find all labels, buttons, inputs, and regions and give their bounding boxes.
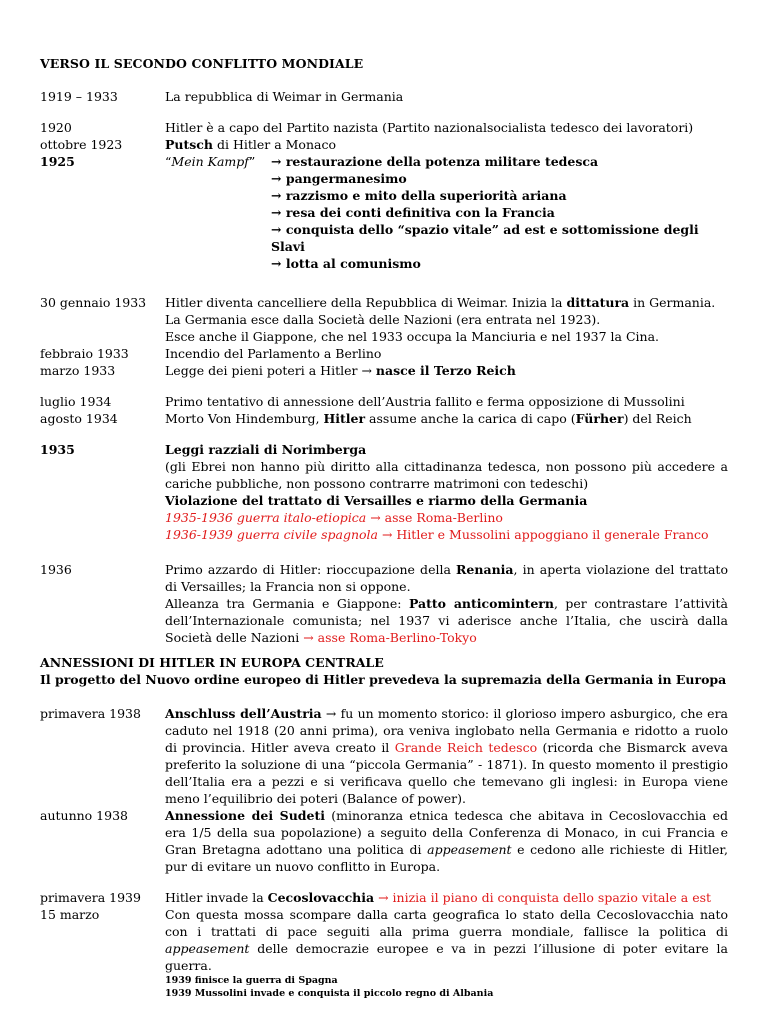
date: 1935	[40, 442, 75, 457]
timeline-row	[40, 294, 728, 379]
timeline-row	[40, 119, 728, 272]
timeline-row	[40, 441, 728, 543]
event-text: Primo tentativo di annessione dell’Austria fallito e ferma opposizione di Mussolini	[165, 394, 685, 409]
event-text: (gli Ebrei non hanno più diritto alla cittadinanza tedesca, non possono più accedere a cariche pubbliche, non possono contrarre matrimoni con tedeschi)	[165, 459, 728, 491]
event-text: 1935-1936 guerra italo-etiopica → asse Roma-Berlino	[165, 510, 503, 525]
date: 30 gennaio 1933	[40, 295, 147, 310]
page-title: VERSO IL SECONDO CONFLITTO MONDIALE	[40, 56, 364, 71]
arrow-point: → razzismo e mito della superiorità ariana	[271, 188, 567, 203]
event-text: Incendio del Parlamento a Berlino	[165, 346, 382, 361]
arrow-point: → lotta al comunismo	[271, 256, 421, 271]
date: 1919 – 1933	[40, 89, 118, 104]
date: primavera 1939	[40, 890, 141, 905]
event-text: Primo azzardo di Hitler: rioccupazione della Renania, in aperta violazione del trattato di Versailles; la Francia non si oppone.	[165, 562, 728, 594]
section-heading: ANNESSIONI DI HITLER IN EUROPA CENTRALE Il progetto del Nuovo ordine europeo di Hitler prevedeva la supremazia della Germania in Europa	[40, 655, 727, 687]
event-text: Violazione del trattato di Versailles e riarmo della Germania	[165, 493, 588, 508]
event-text: Hitler è a capo del Partito nazista (Partito nazionalsocialista tedesco dei lavoratori)	[165, 120, 694, 135]
note: 1939 finisce la guerra di Spagna	[165, 975, 338, 986]
timeline-row	[40, 561, 728, 646]
timeline-row	[40, 393, 728, 427]
date: 1936	[40, 562, 72, 577]
date: primavera 1938	[40, 706, 141, 721]
event-text: Alleanza tra Germania e Giappone: Patto anticomintern, per contrastare l’attività dell’Internazionale comunista; nel 1937 vi aderisce anche l’Italia, che uscirà dalla Società delle Nazioni → asse Roma-Berlino-Tokyo	[165, 596, 728, 645]
date: febbraio 1933	[40, 346, 129, 361]
event-text: 1936-1939 guerra civile spagnola → Hitler e Mussolini appoggiano il generale Franco	[165, 527, 709, 542]
timeline-row	[40, 88, 728, 105]
date: ottobre 1923	[40, 137, 123, 152]
event-text: Anschluss dell’Austria → fu un momento storico: il glorioso impero asburgico, che era caduto nel 1918 (20 anni prima), ora veniva inglobato nella Germania e ridotto a ruolo di provincia. Hitler aveva creato il Grande Reich tedesco (ricorda che Bismarck aveva preferito la soluzione di una “piccola Germania” - 1871). In questo momento il prestigio dell’Italia era a pezzi e si verificava quello che temevano gli inglesi: in Europa viene meno l’equilibrio dei poteri (Balance of power).	[165, 706, 728, 806]
date: luglio 1934	[40, 394, 112, 409]
arrow-point: → conquista dello “spazio vitale” ad est e sottomissione degli Slavi	[271, 222, 699, 254]
date: 15 marzo	[40, 907, 100, 922]
event-text: Con questa mossa scompare dalla carta geografica lo stato della Cecoslovacchia nato con i trattati di pace seguiti alla prima guerra mondiale, fallisce la politica di appeasement delle democrazie europee e va in pezzi l’illusione di poter evitare la guerra.	[165, 907, 728, 973]
arrow-point: → restaurazione della potenza militare tedesca	[271, 154, 599, 169]
event-text: Esce anche il Giappone, che nel 1933 occupa la Manciuria e nel 1937 la Cina.	[165, 329, 660, 344]
date: agosto 1934	[40, 411, 118, 426]
arrow-point: → resa dei conti definitiva con la Francia	[271, 205, 555, 220]
event-text: La repubblica di Weimar in Germania	[165, 89, 404, 104]
mein-kampf-line: “Mein Kampf” → restaurazione della potenza militare tedesca	[165, 154, 599, 169]
date: marzo 1933	[40, 363, 116, 378]
event-text: La Germania esce dalla Società delle Nazioni (era entrata nel 1923).	[165, 312, 601, 327]
timeline-row	[40, 889, 728, 1000]
event-text: Legge dei pieni poteri a Hitler → nasce il Terzo Reich	[165, 363, 516, 378]
event-text: Putsch di Hitler a Monaco	[165, 137, 336, 152]
document-page	[40, 56, 728, 1014]
date: 1925	[40, 154, 75, 169]
event-text: Leggi razziali di Norimberga	[165, 442, 367, 457]
event-text: Morto Von Hindemburg, Hitler assume anche la carica di capo (Fürher) del Reich	[165, 411, 692, 426]
date: autunno 1938	[40, 808, 128, 823]
note: 1939 Mussolini invade e conquista il piccolo regno di Albania	[165, 988, 494, 999]
event-text: Hitler diventa cancelliere della Repubblica di Weimar. Inizia la dittatura in Germania.	[165, 295, 716, 310]
timeline-row	[40, 705, 728, 875]
event-text: Annessione dei Sudeti (minoranza etnica tedesca che abitava in Cecoslovacchia ed era 1/5 della sua popolazione) a seguito della Conferenza di Monaco, in cui Francia e Gran Bretagna adottano una politica di appeasement e cedono alle richieste di Hitler, pur di evitare un nuovo conflitto in Europa.	[165, 808, 729, 874]
date: 1920	[40, 120, 72, 135]
event-text: Hitler invade la Cecoslovacchia → inizia il piano di conquista dello spazio vitale a est	[165, 890, 712, 905]
arrow-point: → pangermanesimo	[271, 171, 407, 186]
